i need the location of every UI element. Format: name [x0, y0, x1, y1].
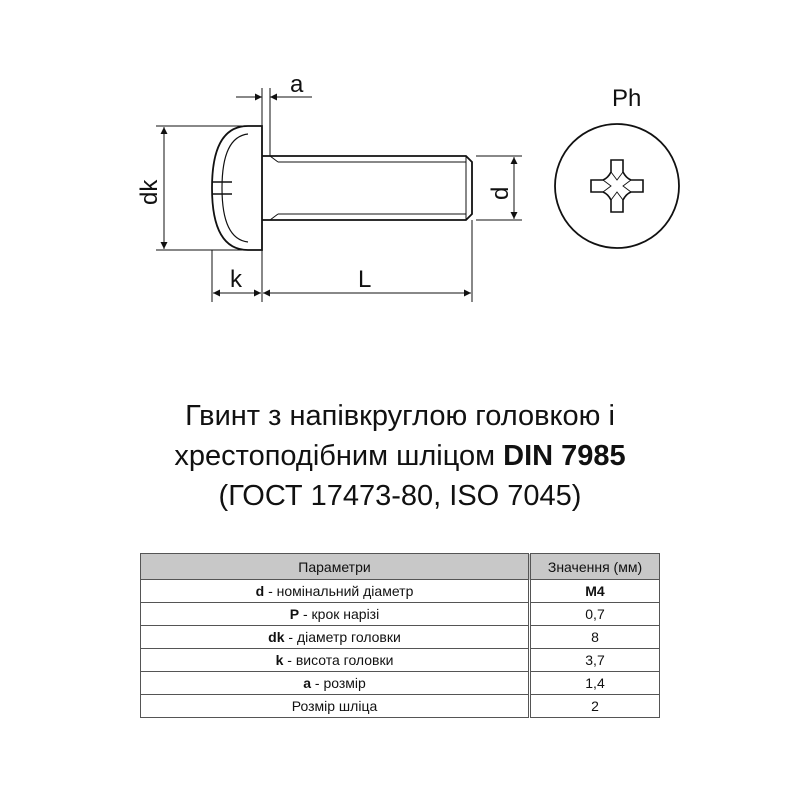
title-line-1: Гвинт з напівкруглою головкою і [185, 400, 615, 432]
table-row [141, 695, 660, 718]
title-line-2-text: хрестоподібним шліцом [174, 440, 504, 472]
param-cell [141, 649, 530, 672]
label-dk: dk [136, 179, 163, 205]
value-cell: 1,4 [530, 672, 660, 695]
parameters-table [140, 553, 660, 718]
dimension-lines [156, 88, 522, 302]
header-values: Значення (мм) [530, 554, 660, 580]
value-cell: 3,7 [530, 649, 660, 672]
thread-line [278, 162, 466, 214]
param-desc: - діаметр головки [284, 629, 401, 645]
param-cell [141, 580, 530, 603]
screw-shank [262, 156, 472, 220]
screw-head-outline [212, 126, 262, 250]
param-desc: - розмір [311, 675, 366, 691]
param-symbol: k [275, 652, 284, 668]
param-desc: - крок нарізі [299, 606, 380, 622]
screw-technical-drawing [0, 0, 800, 360]
title-line-2 [0, 436, 800, 476]
param-symbol: d [255, 583, 265, 599]
phillips-recess [591, 160, 643, 212]
label-ph: Ph [612, 85, 642, 112]
product-title [0, 396, 800, 516]
param-desc: Розмір шліца [291, 698, 378, 714]
table-row [141, 649, 660, 672]
param-symbol: a [303, 675, 311, 691]
label-L: L [358, 266, 372, 293]
param-cell [141, 695, 530, 718]
thread-runout [270, 156, 278, 220]
header-parameters: Параметри [141, 554, 530, 580]
table-row [141, 672, 660, 695]
param-symbol: P [289, 606, 300, 622]
table-row [141, 626, 660, 649]
title-standard: DIN 7985 [503, 440, 626, 472]
screw-side-view [212, 126, 472, 250]
screw-top-view [555, 124, 679, 248]
param-desc: - висота головки [283, 652, 394, 668]
table-row [141, 580, 660, 603]
head-circle [555, 124, 679, 248]
value-cell: 2 [530, 695, 660, 718]
value-cell: 8 [530, 626, 660, 649]
param-cell [141, 603, 530, 626]
value-cell: M4 [530, 580, 660, 603]
title-line-3: (ГОСТ 17473-80, ISO 7045) [218, 480, 582, 512]
screw-head-chamfer [222, 134, 248, 242]
table-row [141, 603, 660, 626]
label-d: d [487, 186, 514, 200]
table-header-row [141, 554, 660, 580]
label-k: k [230, 266, 242, 293]
value-cell: 0,7 [530, 603, 660, 626]
param-desc: - номінальний діаметр [264, 583, 414, 599]
label-a: a [290, 71, 304, 98]
param-symbol: dk [268, 629, 285, 645]
param-cell [141, 626, 530, 649]
param-cell [141, 672, 530, 695]
